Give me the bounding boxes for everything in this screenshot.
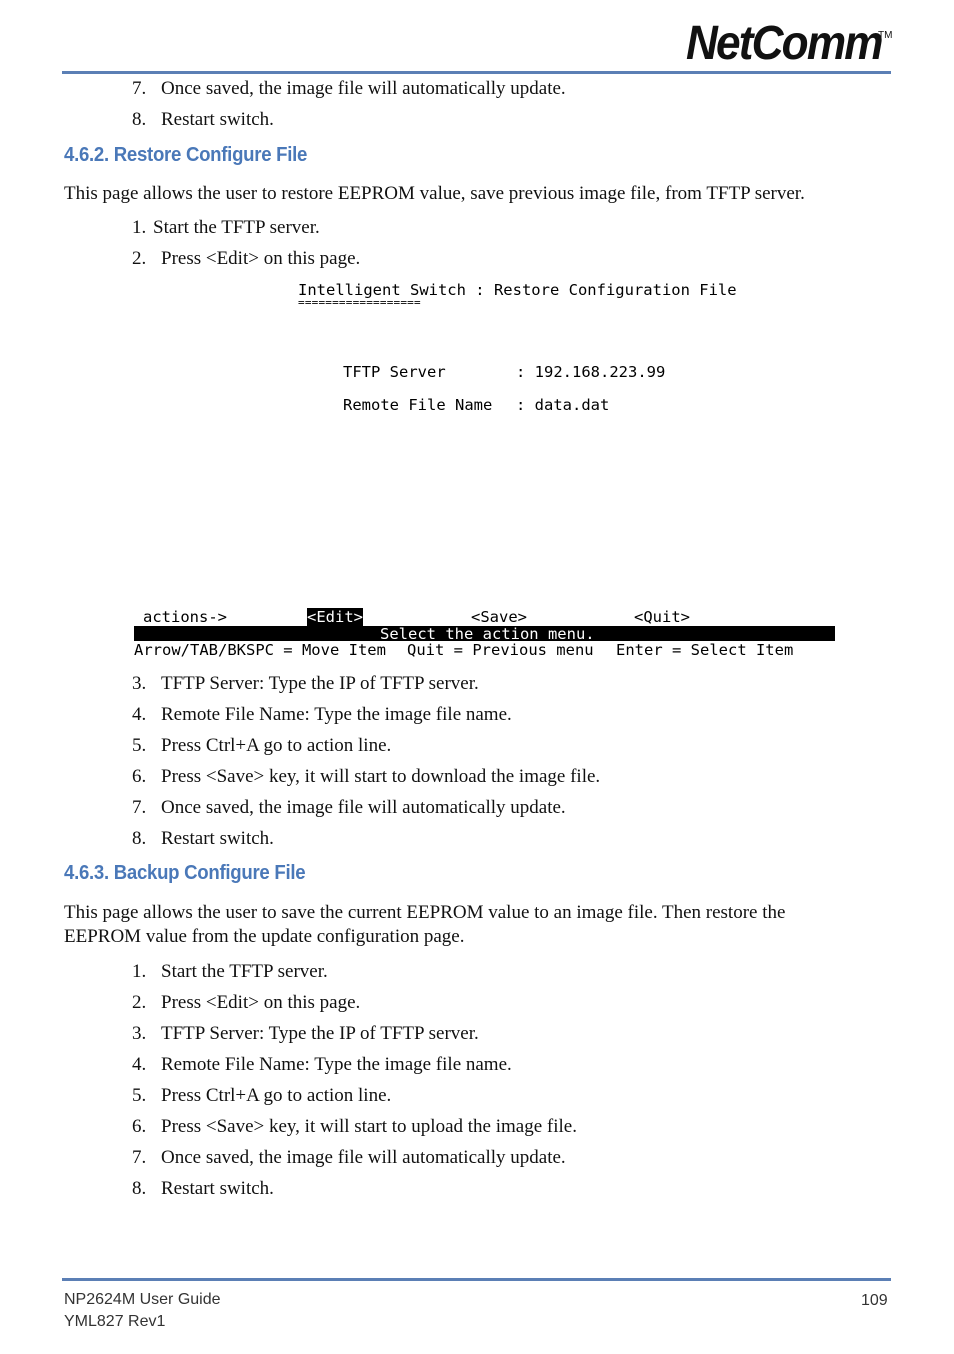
list-number: 8.: [132, 828, 147, 849]
footer-revision: YML827 Rev1: [64, 1313, 166, 1330]
list-item: Start the TFTP server.: [161, 961, 328, 982]
header-rule: [62, 71, 891, 74]
backup-intro-line2: EEPROM value from the update configuration page.: [64, 926, 465, 947]
list-item: Press <Edit> on this page.: [161, 248, 361, 269]
remote-file-name-label: Remote File Name: [343, 396, 493, 414]
list-item: TFTP Server: Type the IP of TFTP server.: [161, 1023, 479, 1044]
help-quit: Quit = Previous menu: [407, 641, 594, 659]
help-move: Arrow/TAB/BKSPC = Move Item: [134, 641, 386, 659]
list-number: 6.: [132, 766, 147, 787]
backup-intro-line1: This page allows the user to save the current EEPROM value to an image file. Then restore the: [64, 902, 786, 923]
list-number: 2.: [132, 248, 147, 269]
quit-action-button[interactable]: <Quit>: [634, 608, 690, 626]
list-item: Once saved, the image file will automatically update.: [161, 1147, 566, 1168]
terminal-title-underline: ==================: [298, 296, 421, 309]
save-action-button[interactable]: <Save>: [471, 608, 527, 626]
list-number: 5.: [132, 735, 147, 756]
netcomm-logo: NetComm: [686, 17, 882, 70]
list-number: 1.: [132, 217, 147, 238]
list-number: 5.: [132, 1085, 147, 1106]
list-item: Once saved, the image file will automatically update.: [161, 78, 566, 99]
list-number: 8.: [132, 109, 147, 130]
list-item: TFTP Server: Type the IP of TFTP server.: [161, 673, 479, 694]
help-enter: Enter = Select Item: [616, 641, 794, 659]
list-item: Press <Save> key, it will start to download the image file.: [161, 766, 601, 787]
restore-intro: This page allows the user to restore EEPROM value, save previous image file, from TFTP server.: [64, 183, 805, 204]
footer-guide-title: NP2624M User Guide: [64, 1291, 221, 1308]
list-number: 7.: [132, 797, 147, 818]
page-number: 109: [861, 1292, 888, 1309]
actions-label: actions->: [143, 608, 227, 626]
list-number: 7.: [132, 78, 147, 99]
list-item: Restart switch.: [161, 109, 274, 130]
list-item: Press <Edit> on this page.: [161, 992, 361, 1013]
list-number: 8.: [132, 1178, 147, 1199]
trademark-mark: TM: [878, 30, 893, 41]
list-item: Restart switch.: [161, 828, 274, 849]
section-heading-restore: 4.6.2. Restore Configure File: [64, 144, 308, 166]
list-item: Press <Save> key, it will start to upload the image file.: [161, 1116, 577, 1137]
status-message: Select the action menu.: [380, 625, 595, 643]
edit-action-button[interactable]: <Edit>: [307, 608, 363, 626]
list-item: Press Ctrl+A go to action line.: [161, 1085, 392, 1106]
list-number: 6.: [132, 1116, 147, 1137]
list-number: 4.: [132, 704, 147, 725]
list-number: 7.: [132, 1147, 147, 1168]
list-number: 3.: [132, 1023, 147, 1044]
footer-rule: [62, 1278, 891, 1281]
terminal-title: Intelligent Switch : Restore Configuration File: [298, 281, 737, 299]
list-item: Start the TFTP server.: [153, 217, 320, 238]
section-heading-backup: 4.6.3. Backup Configure File: [64, 862, 306, 884]
list-item: Remote File Name: Type the image file name.: [161, 704, 512, 725]
list-number: 4.: [132, 1054, 147, 1075]
list-number: 1.: [132, 961, 147, 982]
list-item: Restart switch.: [161, 1178, 274, 1199]
list-number: 2.: [132, 992, 147, 1013]
remote-file-name-field[interactable]: : data.dat: [516, 396, 610, 414]
tftp-server-label: TFTP Server: [343, 363, 446, 381]
list-item: Once saved, the image file will automatically update.: [161, 797, 566, 818]
tftp-server-field[interactable]: : 192.168.223.99: [516, 363, 666, 381]
list-item: Remote File Name: Type the image file name.: [161, 1054, 512, 1075]
list-item: Press Ctrl+A go to action line.: [161, 735, 392, 756]
list-number: 3.: [132, 673, 147, 694]
